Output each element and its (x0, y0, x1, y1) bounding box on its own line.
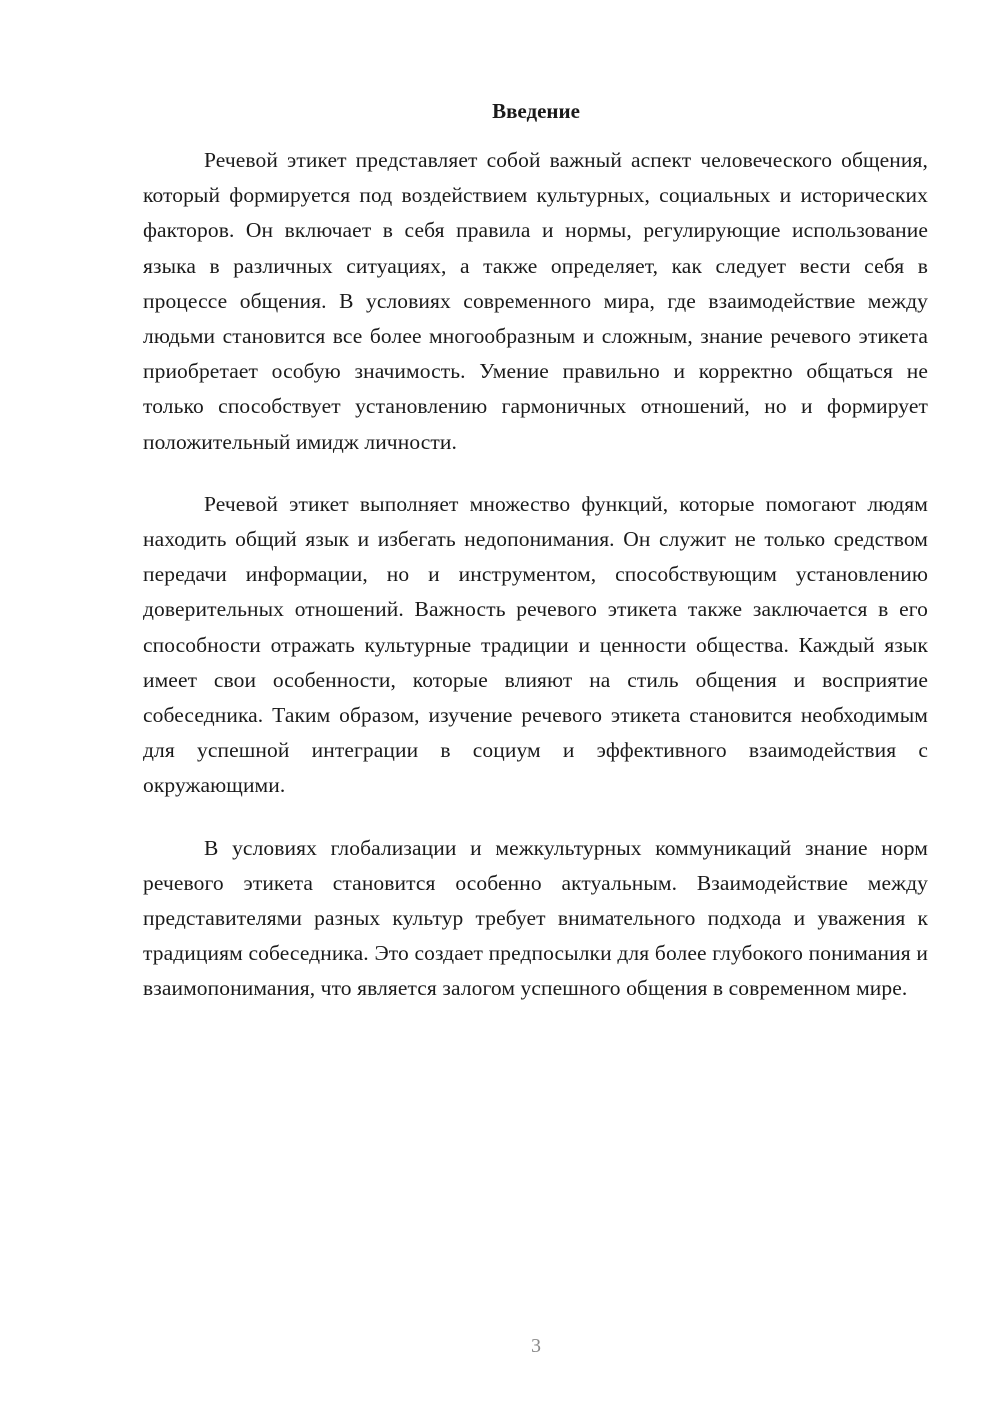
page-number: 3 (531, 1335, 541, 1357)
page-title: Введение (492, 99, 580, 123)
paragraph-3: В условиях глобализации и межкультурных коммуникаций знание норм речевого этикета становится особенно актуальным. Взаимодействие между представителями разных культур требует внимательного подхода и уважения к традициям собеседника. Это создает предпосылки для более глубокого понимания и взаимопонимания, что является залогом успешного общения в современном мире. (143, 835, 928, 1001)
paragraph-1: Речевой этикет представляет собой важный аспект человеческого общения, который формируется под воздействием культурных, социальных и исторических факторов. Он включает в себя правила и нормы, регулирующие использование языка в различных ситуациях, а также определяет, как следует вести себя в процессе общения. В условиях современного мира, где взаимодействие между людьми становится все более многообразным и сложным, знание речевого этикета приобретает особую значимость. Умение правильно и корректно общаться не только способствует установлению гармоничных отношений, но и формирует положительный имидж личности. (143, 148, 928, 454)
document-body (143, 143, 928, 1034)
paragraph-2: Речевой этикет выполняет множество функций, которые помогают людям находить общий язык и избегать недопонимания. Он служит не только средством передачи информации, но и инструментом, способствующим установлению доверительных отношений. Важность речевого этикета также заключается в его способности отражать культурные традиции и ценности общества. Каждый язык имеет свои особенности, которые влияют на стиль общения и восприятие собеседника. Таким образом, изучение речевого этикета становится необходимым для успешной интеграции в социум и эффективного взаимодействия с окружающими. (143, 491, 928, 798)
